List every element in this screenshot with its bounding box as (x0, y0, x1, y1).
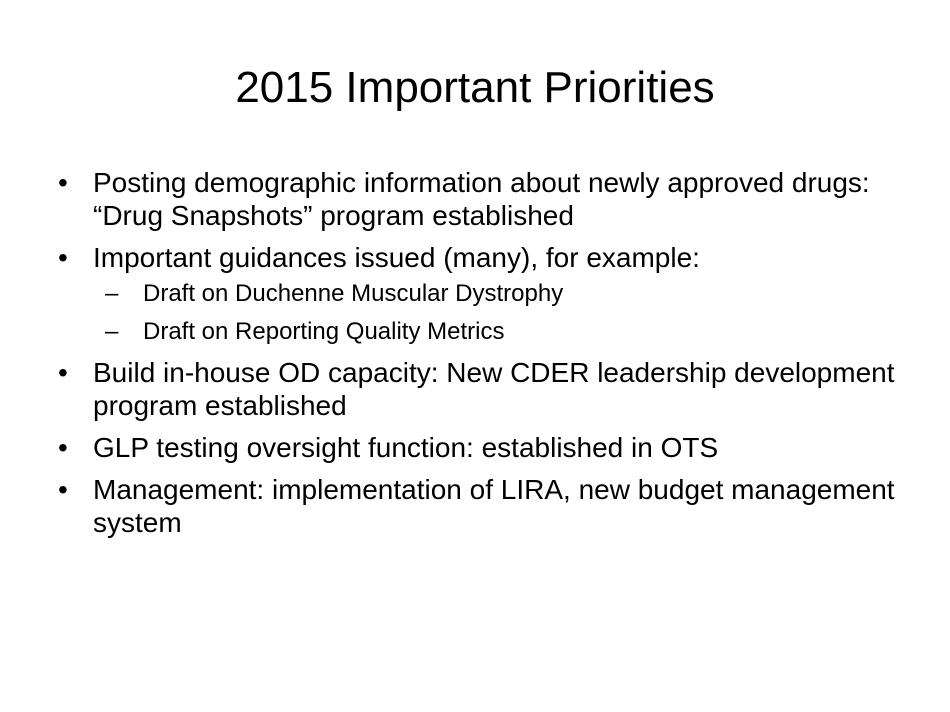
bullet-item (58, 473, 898, 539)
bullet-dot-icon: • (58, 357, 68, 388)
sub-bullet-text: Draft on Reporting Quality Metrics (143, 318, 505, 345)
bullet-text: GLP testing oversight function: established in OTS (93, 432, 719, 463)
slide-title: 2015 Important Priorities (235, 63, 715, 112)
bullet-item (58, 241, 898, 347)
bullet-item (58, 431, 898, 464)
bullet-dot-icon: • (58, 474, 68, 505)
bullet-dot-icon: • (58, 167, 68, 198)
bullet-text: Posting demographic information about newly approved drugs: “Drug Snapshots” program established (93, 167, 870, 231)
bullet-list (58, 166, 898, 548)
bullet-text: Important guidances issued (many), for example: (93, 242, 700, 273)
dash-icon: – (105, 280, 119, 307)
bullet-item (58, 356, 898, 422)
sub-bullet-list (93, 279, 898, 347)
sub-bullet-item (101, 317, 898, 347)
bullet-text: Build in-house OD capacity: New CDER leadership development program established (93, 357, 895, 421)
sub-bullet-text: Draft on Duchenne Muscular Dystrophy (143, 280, 564, 307)
sub-bullet-item (101, 279, 898, 309)
bullet-dot-icon: • (58, 242, 68, 273)
bullet-dot-icon: • (58, 432, 68, 463)
bullet-text: Management: implementation of LIRA, new budget management system (93, 474, 895, 538)
dash-icon: – (105, 318, 119, 345)
bullet-item (58, 166, 898, 232)
